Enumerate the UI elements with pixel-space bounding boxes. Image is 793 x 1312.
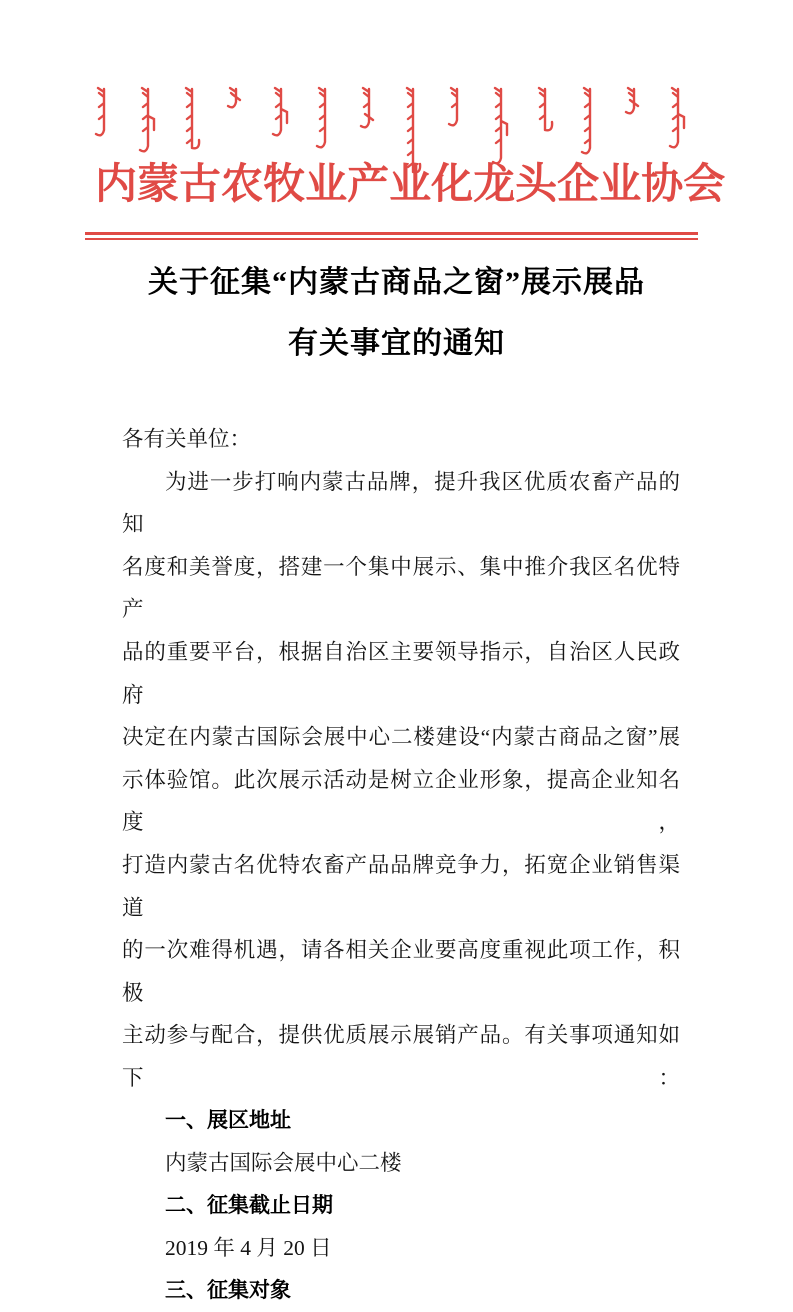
org-name-char: 龙 — [473, 162, 516, 208]
org-name-char: 会 — [683, 162, 726, 208]
paragraph-line: 示体验馆。此次展示活动是树立企业形象，提高企业知名度， — [122, 767, 680, 835]
salutation: 各有关单位： — [122, 427, 252, 451]
mongolian-script-word-icon — [581, 86, 599, 158]
org-name-char: 业 — [389, 162, 432, 208]
org-name-char: 协 — [641, 162, 684, 208]
section-heading-deadline: 二、征集截止日期 — [165, 1193, 333, 1217]
document-title — [0, 252, 793, 374]
section-content-exhibition-address: 内蒙古国际会展中心二楼 — [165, 1151, 402, 1176]
mongolian-script-word-icon — [492, 86, 510, 168]
org-name-char: 农 — [221, 162, 264, 208]
rule-thin-line — [85, 238, 698, 240]
mongolian-script-word-icon — [669, 86, 687, 152]
mongolian-script-word-icon — [316, 86, 334, 152]
org-name-char: 业 — [599, 162, 642, 208]
paragraph-line: 名度和美誉度，搭建一个集中展示、集中推介我区名优特产 — [122, 554, 680, 622]
section-heading-collection-targets: 三、征集对象 — [165, 1278, 291, 1302]
org-name-char: 产 — [347, 162, 390, 208]
document-title-line-1: 关于征集“内蒙古商品之窗”展示展品 — [148, 266, 645, 299]
org-name-char: 蒙 — [137, 162, 180, 208]
paragraph-line: 决定在内蒙古国际会展中心二楼建设“内蒙古商品之窗”展 — [122, 725, 680, 750]
mongolian-script-word-icon — [448, 86, 466, 130]
paragraph-line: 打造内蒙古名优特农畜产品品牌竞争力，拓宽企业销售渠道 — [122, 852, 680, 920]
mongolian-script-word-icon — [139, 86, 157, 156]
document-body — [122, 418, 680, 1312]
mongolian-script-word-icon — [625, 86, 643, 118]
organization-name — [95, 162, 726, 208]
paragraph-line: 为进一步打响内蒙古品牌，提升我区优质农畜产品的知 — [122, 469, 680, 537]
org-name-char: 化 — [431, 162, 474, 208]
mongolian-script-word-icon — [536, 86, 554, 140]
org-name-char: 企 — [557, 162, 600, 208]
org-name-char: 业 — [305, 162, 348, 208]
section-content-deadline: 2019 年 4 月 20 日 — [165, 1236, 332, 1261]
org-name-char: 内 — [95, 162, 138, 208]
mongolian-script-word-icon — [227, 86, 245, 112]
org-name-char: 牧 — [263, 162, 306, 208]
section-heading-exhibition-address: 一、展区地址 — [165, 1108, 291, 1132]
paragraph-line: 品的重要平台，根据自治区主要领导指示，自治区人民政府 — [122, 639, 680, 707]
paragraph-line: 主动参与配合，提供优质展示展销产品。有关事项通知如下： — [122, 1023, 680, 1090]
mongolian-script-word-icon — [95, 86, 113, 140]
letterhead-rule — [85, 232, 698, 240]
mongolian-script-word-icon — [360, 86, 378, 132]
letterhead — [85, 86, 726, 240]
mongolian-script-word-icon — [183, 86, 201, 158]
mongolian-script-word-icon — [272, 86, 290, 140]
org-name-char: 古 — [179, 162, 222, 208]
paragraph-line: 的一次难得机遇，请各相关企业要高度重视此项工作，积极 — [122, 938, 680, 1005]
document-title-line-2: 有关事宜的通知 — [288, 327, 505, 360]
org-name-char: 头 — [515, 162, 558, 208]
